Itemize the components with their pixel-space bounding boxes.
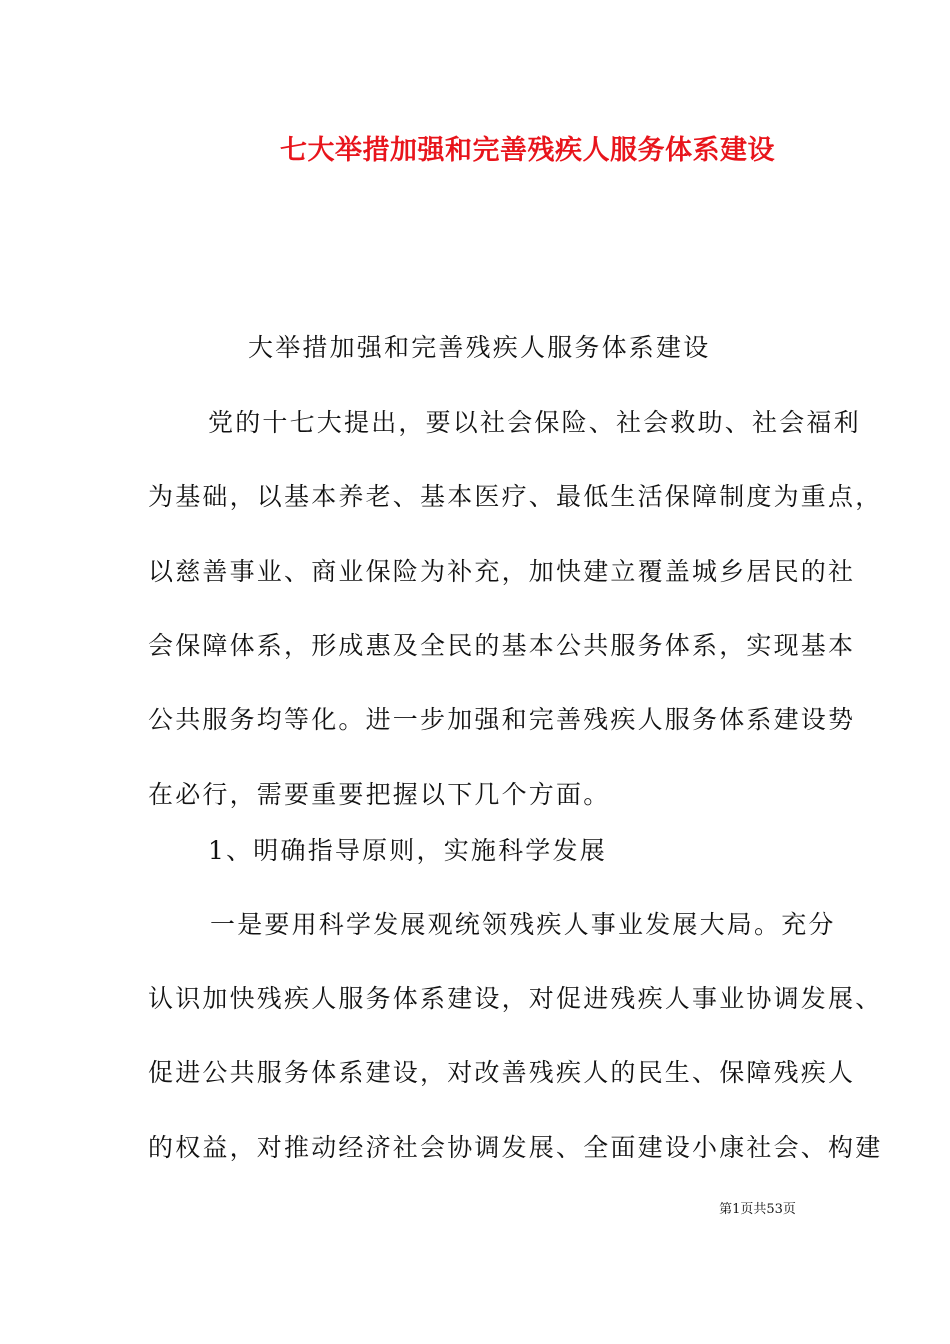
paragraph-line: 党的十七大提出，要以社会保险、社会救助、社会福利 — [208, 408, 861, 437]
paragraph-line: 在必行，需要重要把握以下几个方面。 — [148, 780, 611, 809]
paragraph-line: 以慈善事业、商业保险为补充，加快建立覆盖城乡居民的社 — [148, 557, 856, 586]
subtitle-line: 大举措加强和完善残疾人服务体系建设 — [248, 333, 711, 362]
paragraph-line: 为基础，以基本养老、基本医疗、最低生活保障制度为重点， — [148, 482, 883, 511]
document-title: 七大举措加强和完善残疾人服务体系建设 — [280, 135, 775, 166]
paragraph-line: 的权益，对推动经济社会协调发展、全面建设小康社会、构建 — [148, 1133, 883, 1162]
paragraph-line: 一是要用科学发展观统领残疾人事业发展大局。充分 — [210, 910, 836, 939]
paragraph-line: 公共服务均等化。进一步加强和完善残疾人服务体系建设势 — [148, 705, 856, 734]
paragraph-line: 促进公共服务体系建设，对改善残疾人的民生、保障残疾人 — [148, 1058, 856, 1087]
section-heading: 1、明确指导原则，实施科学发展 — [208, 836, 607, 865]
paragraph-line: 会保障体系，形成惠及全民的基本公共服务体系，实现基本 — [148, 631, 856, 660]
paragraph-line: 认识加快残疾人服务体系建设，对促进残疾人事业协调发展、 — [148, 984, 883, 1013]
page-number: 第1页共53页 — [719, 1202, 796, 1217]
